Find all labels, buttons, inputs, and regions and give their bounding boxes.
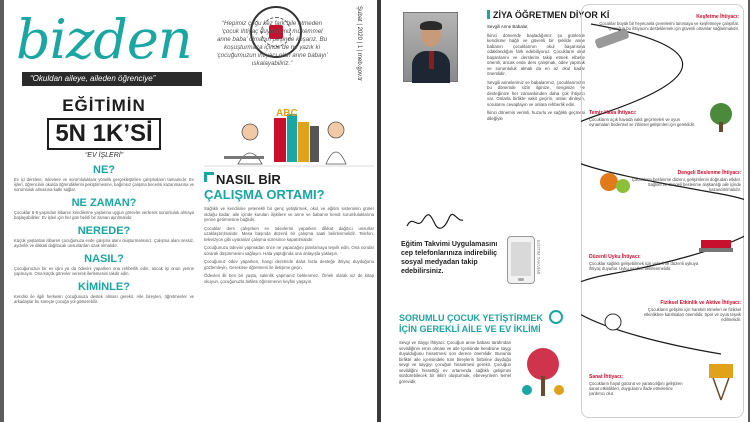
column-title: ZİYA ÖĞRETMEN DİYOR Kİ [487, 10, 609, 20]
app-side-text: EĞİTİM TAKVİMİ [536, 240, 541, 275]
easel-icon [709, 364, 733, 400]
section-nasil: NASIL? Çocuğunuzun bir ev işini ya da ödevini yaparken ona rehberlik edin, ancak işi onun yerine yapmayın. Ona küçük görevler vererek ilerlemesini takdir edin. [14, 253, 194, 276]
tree-illustration [513, 344, 573, 400]
minister-photo [403, 12, 458, 82]
svg-text:ABC: ABC [276, 108, 298, 119]
need-sleep: Düzenli Uyku İhtiyacı: Çocuklar sağlıklı gelişebilmek için yeterli ve düzenli uykuya ihtiyaç duyarlar. Uyku saatleri belirlenmelidir. [589, 254, 699, 272]
responsible-child-section: SORUMLU ÇOCUK YETİŞTİRMEK İÇİN GEREKLİ AİLE VE EV İKLİMİ Sevgi ve Saygı İhtiyacı: Çocuğun anne babası tarafından sevildiğinin emin olması ve aile içerisinde kendisine saygı duyulduğunu hissetmesi son derece önemlidir. Bununla birlikte aile içerisindeki tüm bireylerin birbirine duyduğu sevgi ve saygıyı çocuğun hissetmesi gerekir. Çocuğun sevildiğini hissettiği ev ortamında sağlıklı gelişimini sürdürebilecek bir iklim oluşturmak, ebeveynlerin temel görevidir. [399, 310, 579, 384]
pull-quote: “Hepimiz çoğu kez fark bile etmeden ‘çocuk ihtiyaç duyduğunu mükemmel anne baba’ olmanın peşinde koşarız. Bu koşuşturmaca içinde de ne yazık ki ‘çocuğumuzun ihtiyacı olan anne babayı’ ıskalayabiliriz.” [216, 20, 328, 67]
need-nutrition: Dengeli Beslenme İhtiyacı: Çocukların beslenme düzeni, gelişimlerini doğrudan etkiler. Sağlıklı ve dengeli beslenme alışkanlığı aile içinde kazandırılmalıdır. [631, 170, 741, 193]
section-ne-zaman: NE ZAMAN? Çocuklar 6-8 yaşından itibaren kendilerine yaşlarına uygun görevler verilerek sorumluluk almaya başlayabilirler. Ev işleri için her gün belirli bir zaman ayrılmalıdır. [14, 197, 194, 220]
slogan-bar: “Okuldan aileye, aileden öğrenciye” [22, 72, 202, 86]
right-page [381, 0, 748, 422]
bed-icon [699, 240, 733, 252]
bizden-logo: bizden [16, 8, 192, 71]
tree-icon [710, 103, 732, 132]
study-illustration [204, 108, 374, 170]
signature-icon [405, 212, 465, 232]
need-fresh-air: Temiz Hava İhtiyacı: Çocukların açık havada vakit geçirmeleri ve oyun oynamaları bedensel ve zihinsel gelişimleri için gereklidir. [589, 110, 695, 128]
books-icon [274, 108, 319, 162]
five-w-column [14, 96, 194, 304]
five-w-title: EĞİTİMİN 5N 1K’Sİ “EV İŞLERİ” [14, 96, 194, 159]
work-environment-title: NASIL BİR ÇALIŞMA ORTAMI? [204, 172, 325, 202]
left-page [4, 0, 377, 422]
child-writing-icon [224, 124, 264, 164]
work-environment-text: Sağlıklı ve kendisine yetenekli bir genç yetiştirmek, okul ve eğitim sisteminin güner olduğu kadar, aile içinde kurulan ilişkilere ve anne ve babanın kendi sorumluluklarına yerine getirmesine bağlıdır. Çocuklar ders çalışırken ev ödevlerini yaparken dikkat dağıtıcı unsurlar uzaklaştırılmalıdır. Masa başında düzenli bir çalışma saati belirlenmelidir. Telefon, televizyon gibi uyaranlar çalışma süresince kapatılmalıdır. Çocuğunuzu ödevini yapmadan önce ne yapacağını planlamaya teşvik edin. Ona sorular sorarak düşünmesini sağlayın. Hata yaptığında ona anlayışla yaklaşın. Çocuğunuz ödev yaparken, hangi derslerde daha fazla desteğe ihtiyaç duyduğunu gözlemleyin. Gerekirse öğretmeni ile iletişime geçin. Ödevleri ilk ben bir yaşta, sakinlik yapmanız beklenmez. Örnek olarak siz de kitap okuyun, çocuğunuzla birlikte öğrenmenin keyfini yaşayın. [204, 206, 374, 284]
need-physical-activity: Fiziksel Etkinlik ve Aktive İhtiyacı: Çocukların gelişimi için hareket etmeleri ve fiziksel etkinliklere katılmaları önemlidir. Spor ve oyun teşvik edilmelidir. [643, 300, 741, 323]
needs-path-line [581, 4, 744, 418]
section-ne: NE? Ev içi derslere, ödevlere ve sorumluluklara yönelik gerçekleştirilen çalışmaların tamamıdır. Ev işleri, öğrencinin okulda öğrendiklerini pekiştirmesine, bağımsız çalışma becerisi kazanmasına ve sorumluluk almasına katkı sağlar. [14, 164, 194, 192]
section-nerede: NEREDE? Küçük yaşlardan itibaren çocuğunuza evde çalışma alanı oluşturmalısınız. Çalışma alanı sessiz, aydınlık ve dikkati dağıtacak unsurlardan uzak olmalıdır. [14, 225, 194, 248]
family-icon [549, 310, 563, 324]
need-art: Sanat İhtiyacı: Çocukların hayal gücünü ve yaratıcılığını geliştiren sanat etkinlikleri, duygularını ifade etmelerine yardımcı olur. [589, 374, 683, 397]
issue-info: Şubat | 2020 | 1 | meb.gov.tr [356, 6, 362, 81]
minister-letter: Sevgili Anne Babalar, İkinci dönemde başladığımız şu günlerde kendisine bağlı ve güvenli bir şekilde anne babanın çocuklarının okul başarısına odaklandığını fark edebiliyoruz. Çocukların okul başarılarını ve derslerini takip etmek elbette önemli; ancak evde ders çalışmak, ödev yapmak ve sorumluluk almak da en az okul kadar önemlidir. Sevgili annelerimiz ve babalarımız, çocuklarımızın bu dönemde sizin ilginize, sevginize ve desteğinize her zamankinden daha çok ihtiyacı var. Onlarla birlikte vakit geçirin, onları dinleyin, sorularını cevaplayın ve onlara rehberlik edin. İkinci dönemin verimli, huzurlu ve sağlıklı geçmesi dileğiyle [487, 24, 585, 121]
responsible-child-title: SORUMLU ÇOCUK YETİŞTİRMEK İÇİN GEREKLİ AİLE VE EV İKLİMİ [399, 310, 579, 335]
work-environment-section [204, 172, 374, 287]
need-explore: Keşfetme İhtiyacı: Çocuklar büyük bir heyecanla çevrelerini tanımaya ve keşfetmeye çalışırlar. Çocuğun bu ihtiyacını desteklemek için güvenli ortamlar sağlanmalıdır. [599, 14, 739, 32]
ball-icon [605, 314, 621, 330]
calendar-app-promo: Eğitim Takvimi Uygulamasını cep telefonlarınıza indirebiliç sosyal medyadan takip edebilirsiniz. [401, 241, 498, 275]
section-kiminle: KİMİNLE? Kendisi ile ilgili herkesin çocuğunuza destek olması gerekir. Aile bireyleri, öğretmenler ve arkadaşlar bu süreçte çocuğa yol gösterebilir. [14, 281, 194, 304]
child-reading-icon [326, 122, 346, 164]
